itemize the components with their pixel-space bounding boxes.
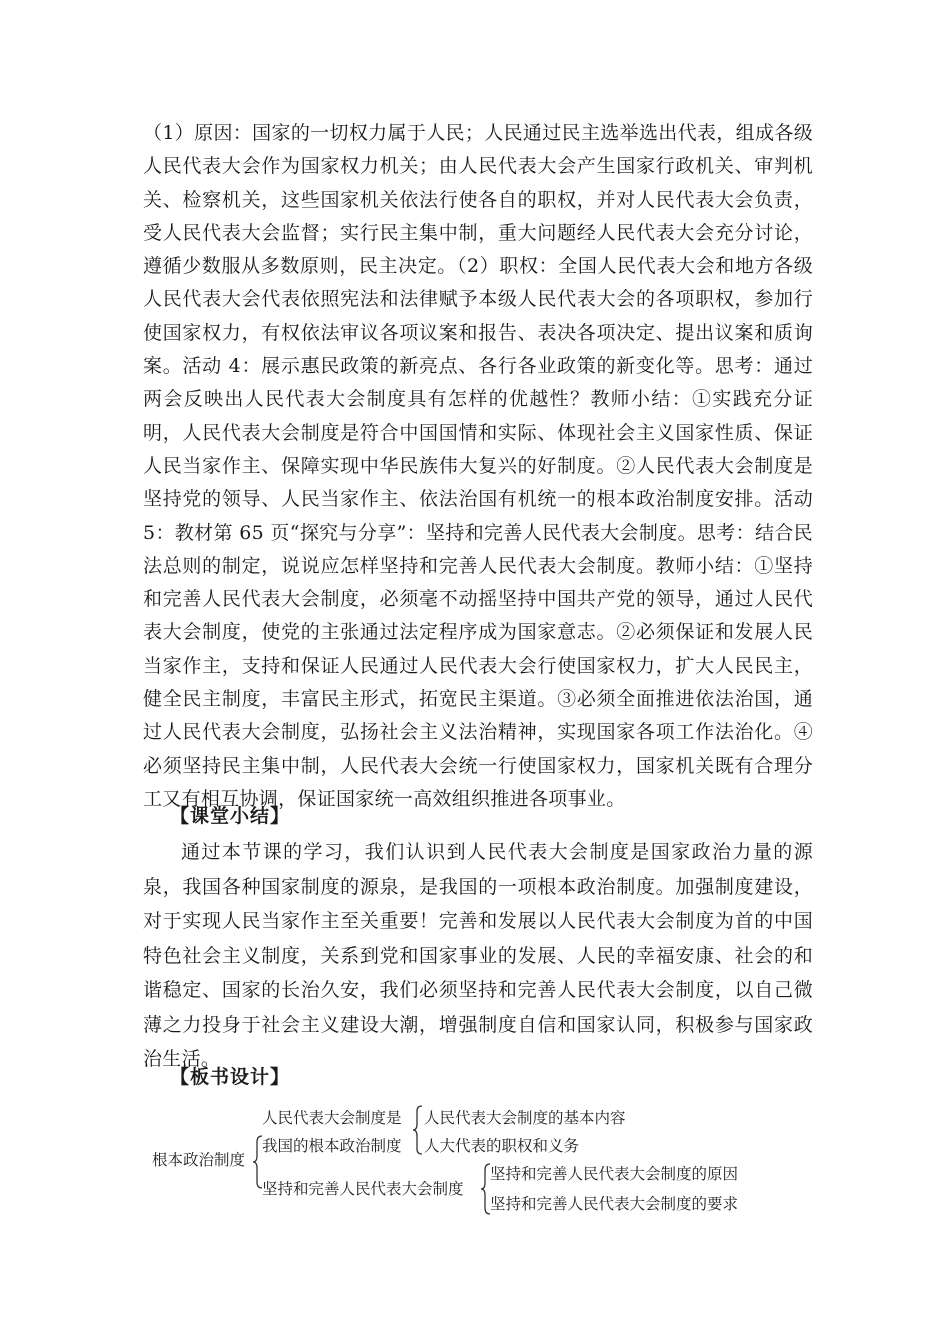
diagram-branch1-leaf2: 人大代表的职权和义务	[424, 1137, 580, 1155]
diagram-root: 根本政治制度	[152, 1151, 246, 1169]
branch1-brace	[412, 1105, 424, 1155]
diagram-branch2-leaf2: 坚持和完善人民代表大会制度的要求	[490, 1195, 739, 1213]
board-heading: 【板书设计】	[170, 1066, 291, 1088]
summary-heading: 【课堂小结】	[170, 805, 291, 827]
body-text-block	[143, 117, 813, 816]
body-paragraph: （1）原因：国家的一切权力属于人民；人民通过民主选举选出代表，组成各级人民代表大会作为国家权力机关；由人民代表大会产生国家行政机关、审判机关、检察机关，这些国家机关依法行使各自的职权，并对人民代表大会负责，受人民代表大会监督；实行民主集中制，重大问题经人民代表大会充分讨论，遵循少数服从多数原则，民主决定。（2）职权：全国人民代表大会和地方各级人民代表大会代表依照宪法和法律赋予本级人民代表大会的各项职权，参加行使国家权力，有权依法审议各项议案和报告、表决各项决定、提出议案和质询案。活动 4：展示惠民政策的新亮点、各行各业政策的新变化等。思考：通过两会反映出人民代表大会制度具有怎样的优越性？教师小结：①实践充分证明，人民代表大会制度是符合中国国情和实际、体现社会主义国家性质、保证人民当家作主、保障实现中华民族伟大复兴的好制度。②人民代表大会制度是坚持党的领导、人民当家作主、依法治国有机统一的根本政治制度安排。活动 5：教材第 65 页“探究与分享”：坚持和完善人民代表大会制度。思考：结合民法总则的制定，说说应怎样坚持和完善人民代表大会制度。教师小结：①坚持和完善人民代表大会制度，必须毫不动摇坚持中国共产党的领导，通过人民代表大会制度，使党的主张通过法定程序成为国家意志。②必须保证和发展人民当家作主，支持和保证人民通过人民代表大会行使国家权力，扩大人民民主，健全民主制度，丰富民主形式，拓宽民主渠道。③必须全面推进依法治国，通过人民代表大会制度，弘扬社会主义法治精神，实现国家各项工作法治化。④必须坚持民主集中制，人民代表大会统一行使国家权力，国家机关既有合理分工又有相互协调，保证国家统一高效组织推进各项事业。	[143, 122, 813, 810]
diagram-branch2-leaf1: 坚持和完善人民代表大会制度的原因	[490, 1165, 739, 1183]
diagram-branch1-line1: 人民代表大会制度是	[262, 1109, 402, 1127]
diagram-branch2: 坚持和完善人民代表大会制度	[262, 1180, 464, 1198]
diagram-branch1-line2: 我国的根本政治制度	[262, 1137, 402, 1155]
summary-paragraph: 通过本节课的学习，我们认识到人民代表大会制度是国家政治力量的源泉，我国各种国家制度的源泉，是我国的一项根本政治制度。加强制度建设，对于实现人民当家作主至关重要！完善和发展以人民代表大会制度为首的中国特色社会主义制度，关系到党和国家事业的发展、人民的幸福安康、社会的和谐稳定、国家的长治久安，我们必须坚持和完善人民代表大会制度，以自己微薄之力投身于社会主义建设大潮，增强制度自信和国家认同，积极参与国家政治生活。	[143, 841, 813, 1070]
diagram-branch1-leaf1: 人民代表大会制度的基本内容	[424, 1109, 626, 1127]
board-design-diagram	[0, 1095, 950, 1225]
